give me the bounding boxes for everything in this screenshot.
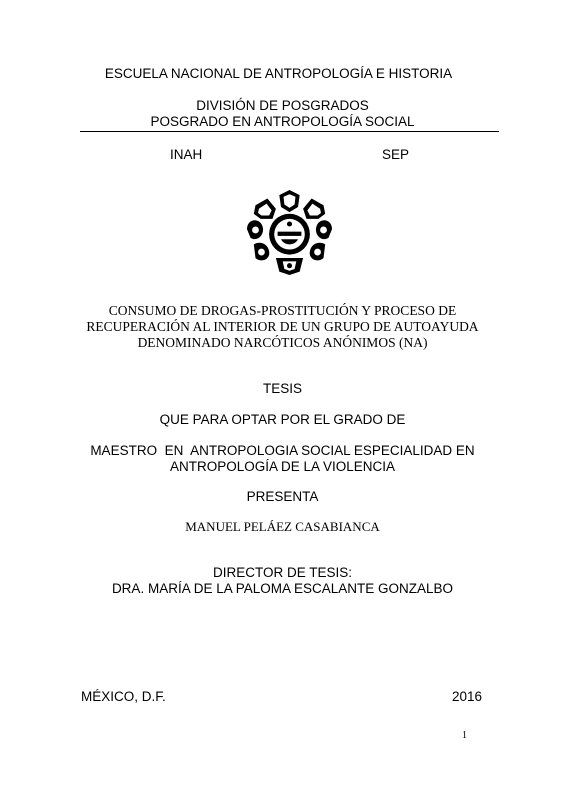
- degree-name: [0, 443, 565, 475]
- tesis-label: TESIS: [262, 381, 302, 396]
- presenta-label: PRESENTA: [246, 489, 319, 504]
- school-name: ESCUELA NACIONAL DE ANTROPOLOGÍA E HISTORIA: [104, 66, 453, 81]
- stylized-glyph-emblem-icon: [247, 190, 332, 275]
- place: MÉXICO, D.F.: [81, 689, 166, 704]
- degree-line-1: MAESTRO EN ANTROPOLOGIA SOCIAL ESPECIALIDAD EN: [90, 443, 475, 458]
- thesis-title-line-2: RECUPERACIÓN AL INTERIOR DE UN GRUPO DE AUTOAYUDA: [86, 319, 479, 334]
- thesis-title-line-1: CONSUMO DE DROGAS-PROSTITUCIÓN Y PROCESO DE: [108, 303, 457, 318]
- division-name: DIVISIÓN DE POSGRADOS: [196, 98, 369, 113]
- degree-intro: QUE PARA OPTAR POR EL GRADO DE: [159, 412, 406, 427]
- thesis-title-line-3: DENOMINADO NARCÓTICOS ANÓNIMOS (NA): [137, 335, 428, 350]
- page-number: 1: [462, 730, 467, 741]
- year: 2016: [452, 689, 483, 704]
- thesis-director: [0, 565, 565, 597]
- degree-line-2: ANTROPOLOGÍA DE LA VIOLENCIA: [169, 459, 396, 474]
- program-name: POSGRADO EN ANTROPOLOGÍA SOCIAL: [150, 114, 415, 129]
- director-name: DRA. MARÍA DE LA PALOMA ESCALANTE GONZALBO: [111, 581, 454, 596]
- director-label: DIRECTOR DE TESIS:: [212, 565, 353, 580]
- institution-sep: SEP: [382, 147, 410, 162]
- header-divider: [80, 131, 499, 132]
- author-name: MANUEL PELÁEZ CASABIANCA: [185, 519, 380, 534]
- thesis-title: [0, 303, 565, 351]
- institution-inah: INAH: [170, 147, 203, 162]
